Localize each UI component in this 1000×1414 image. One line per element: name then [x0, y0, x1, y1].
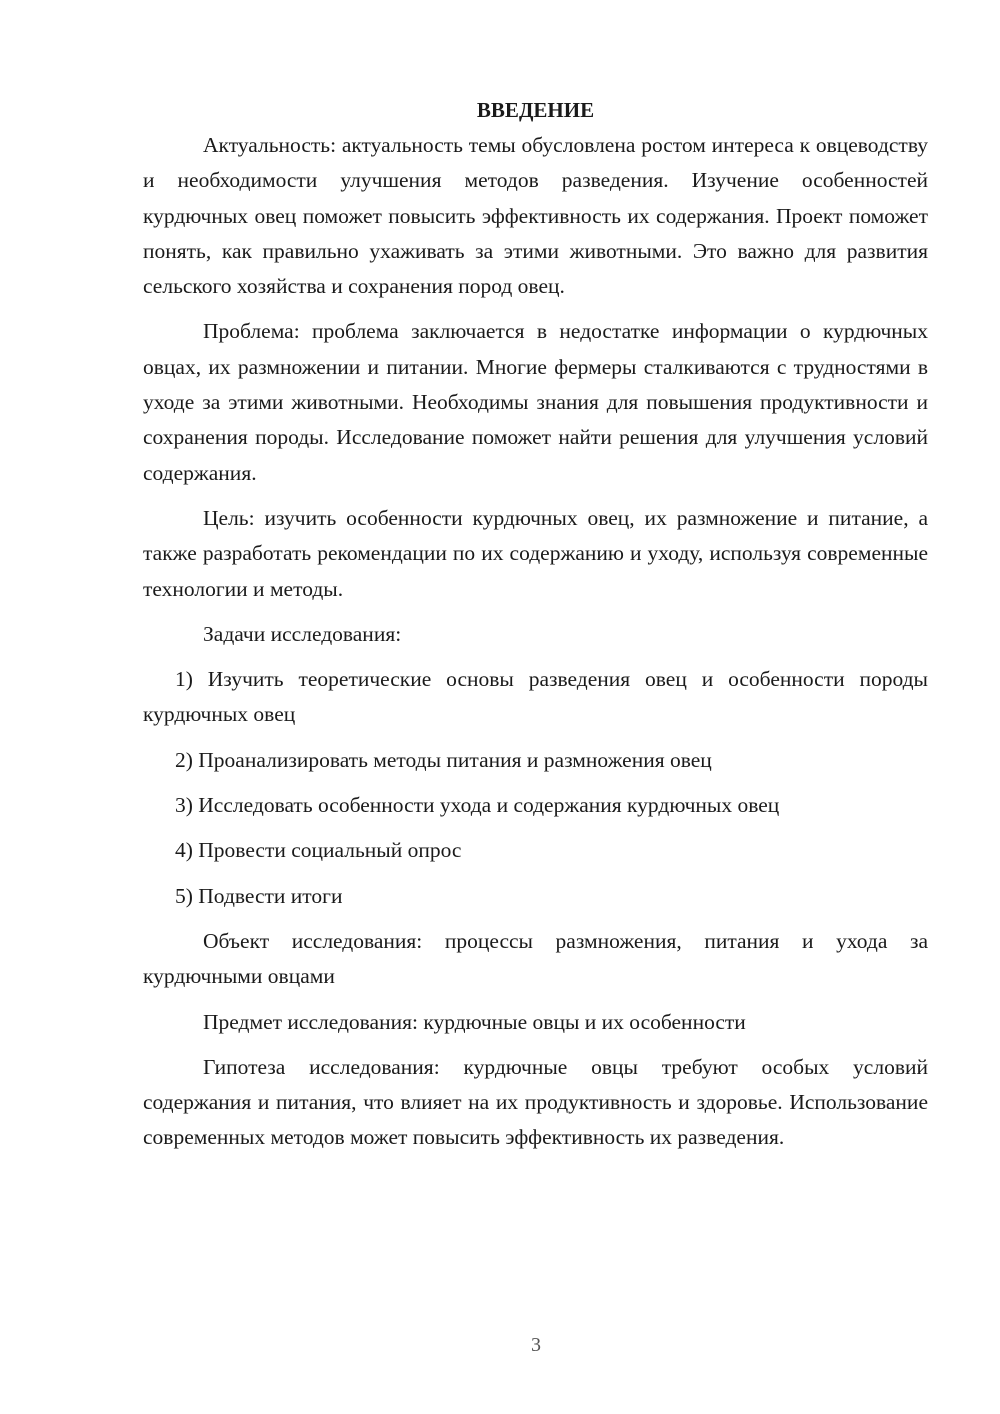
hypothesis-paragraph: Гипотеза исследования: курдючные овцы требуют особых условий содержания и питания, что влияет на их продуктивность и здоровье. Использование современных методов может повысить эффективность их разведения. [143, 1054, 928, 1150]
page-number: 3 [531, 1334, 541, 1356]
problem-paragraph: Проблема: проблема заключается в недостатке информации о курдючных овцах, их размножении и питании. Многие фермеры сталкиваются с трудностями в уходе за этими животными. Необходимы знания для повышения продуктивности и сохранения породы. Исследование поможет найти решения для улучшения условий содержания. [143, 319, 928, 485]
tasks-heading: Задачи исследования: [203, 621, 402, 646]
goal-paragraph: Цель: изучить особенности курдючных овец, их размножение и питание, а также разработать рекомендации по их содержанию и уходу, используя современные технологии и методы. [143, 505, 928, 601]
relevance-paragraph: Актуальность: актуальность темы обусловлена ростом интереса к овцеводству и необходимости улучшения методов разведения. Изучение особенностей курдючных овец поможет повысить эффективность их содержания. Проект поможет понять, как правильно ухаживать за этими животными. Это важно для развития сельского хозяйства и сохранения пород овец. [143, 133, 928, 299]
task-item-2: 2) Проанализировать методы питания и размножения овец [175, 747, 712, 772]
object-paragraph: Объект исследования: процессы размножения, питания и ухода за курдючными овцами [143, 928, 928, 989]
task-item-1: 1) Изучить теоретические основы разведения овец и особенности породы курдючных овец [143, 667, 928, 727]
task-item-5: 5) Подвести итоги [175, 883, 343, 908]
task-item-4: 4) Провести социальный опрос [175, 838, 462, 863]
task-item-3: 3) Исследовать особенности ухода и содержания курдючных овец [175, 793, 780, 818]
subject-paragraph: Предмет исследования: курдючные овцы и их особенности [203, 1009, 746, 1034]
section-title: ВВЕДЕНИЕ [476, 98, 595, 122]
document-body [143, 93, 928, 1166]
